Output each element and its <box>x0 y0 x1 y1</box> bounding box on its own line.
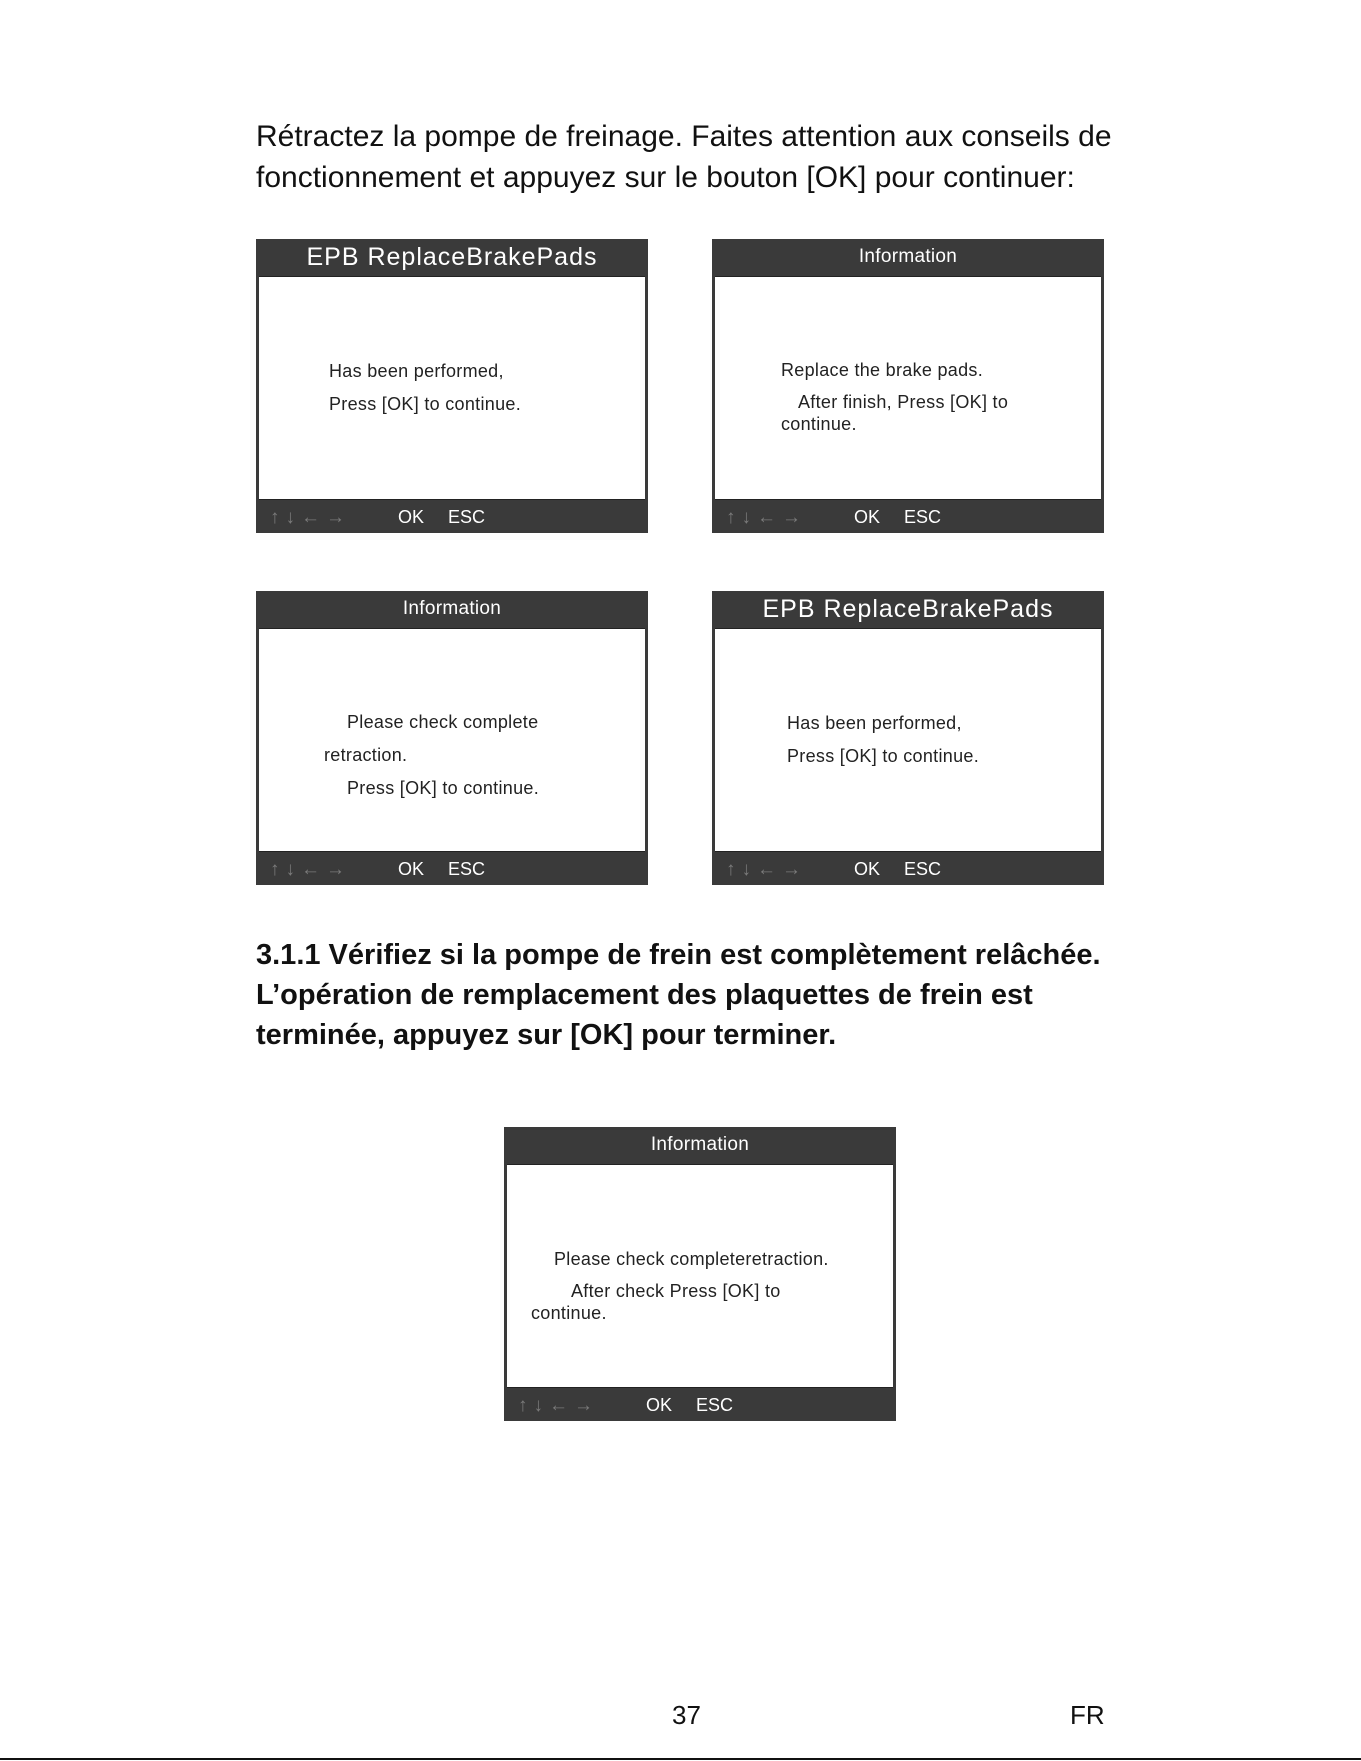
arrow-down-icon[interactable]: ↓ <box>741 506 751 528</box>
arrow-right-icon[interactable]: → <box>782 858 801 880</box>
screen-title: Information <box>402 598 502 619</box>
arrow-down-icon[interactable]: ↓ <box>285 506 295 528</box>
arrow-up-icon[interactable]: ↑ <box>726 858 736 880</box>
nav-arrows <box>270 508 374 527</box>
screen-footer <box>712 853 1104 885</box>
screen-epb-performed-2 <box>712 591 1104 885</box>
arrow-right-icon[interactable]: → <box>574 1394 593 1416</box>
ok-button[interactable]: OK <box>854 506 881 527</box>
arrow-right-icon[interactable]: → <box>782 506 801 528</box>
nav-arrows <box>726 860 830 879</box>
screen-footer <box>504 1389 896 1421</box>
arrow-left-icon[interactable]: ← <box>549 1394 568 1416</box>
ok-button[interactable]: OK <box>646 1394 673 1415</box>
esc-button[interactable]: ESC <box>904 506 942 527</box>
arrow-up-icon[interactable]: ↑ <box>726 506 736 528</box>
language-code: FR <box>1070 1700 1105 1730</box>
section-heading: 3.1.1 Vérifiez si la pompe de frein est complètement relâchée. L’opération de remplacement des plaquettes de frein est terminée, appuyez sur [OK] pour terminer. <box>256 939 1101 1051</box>
esc-button[interactable]: ESC <box>696 1394 734 1415</box>
ok-button[interactable]: OK <box>398 506 425 527</box>
arrow-up-icon[interactable]: ↑ <box>270 858 280 880</box>
ok-button[interactable]: OK <box>854 858 881 879</box>
esc-button[interactable]: ESC <box>904 858 942 879</box>
screen-line: continue. <box>781 414 857 434</box>
screen-line: Replace the brake pads. <box>781 360 984 380</box>
page-number: 37 <box>672 1700 701 1730</box>
arrow-down-icon[interactable]: ↓ <box>533 1394 543 1416</box>
arrow-right-icon[interactable]: → <box>326 506 345 528</box>
nav-arrows <box>726 508 830 527</box>
screen-line: After check Press [OK] to <box>571 1281 781 1301</box>
screen-footer <box>712 501 1104 533</box>
arrow-up-icon[interactable]: ↑ <box>518 1394 528 1416</box>
screen-line: Press [OK] to continue. <box>347 778 539 798</box>
screen-line: retraction. <box>324 745 408 765</box>
screen-footer <box>256 853 648 885</box>
arrow-left-icon[interactable]: ← <box>757 506 776 528</box>
screen-information-check-retraction <box>256 591 648 885</box>
screen-title: EPB ReplaceBrakePads <box>762 595 1054 623</box>
arrow-left-icon[interactable]: ← <box>301 858 320 880</box>
screen-footer <box>256 501 648 533</box>
arrow-up-icon[interactable]: ↑ <box>270 506 280 528</box>
screen-body <box>507 1164 893 1388</box>
screen-epb-performed-1 <box>256 239 648 533</box>
arrow-right-icon[interactable]: → <box>326 858 345 880</box>
ok-button[interactable]: OK <box>398 858 425 879</box>
screen-line: Please check completeretraction. <box>554 1249 829 1269</box>
screen-line: Please check complete <box>347 712 539 732</box>
arrow-down-icon[interactable]: ↓ <box>285 858 295 880</box>
screen-body <box>259 276 645 500</box>
screen-line: Press [OK] to continue. <box>329 394 521 414</box>
esc-button[interactable]: ESC <box>448 506 486 527</box>
intro-paragraph: Rétractez la pompe de freinage. Faites attention aux conseils de fonctionnement et appuyez sur le bouton [OK] pour continuer: <box>256 120 1112 194</box>
screen-line: continue. <box>531 1303 607 1323</box>
screen-information-replace-pads <box>712 239 1104 533</box>
screen-title: EPB ReplaceBrakePads <box>306 243 598 271</box>
screen-line: Has been performed, <box>787 713 962 733</box>
screen-line: Press [OK] to continue. <box>787 746 979 766</box>
arrow-left-icon[interactable]: ← <box>301 506 320 528</box>
nav-arrows <box>270 860 374 879</box>
screen-body <box>715 276 1101 500</box>
arrow-left-icon[interactable]: ← <box>757 858 776 880</box>
screen-line: After finish, Press [OK] to <box>798 392 1009 412</box>
screen-line: Has been performed, <box>329 361 504 381</box>
arrow-down-icon[interactable]: ↓ <box>741 858 751 880</box>
screen-information-check-complete <box>504 1127 896 1421</box>
esc-button[interactable]: ESC <box>448 858 486 879</box>
screen-title: Information <box>858 246 958 267</box>
nav-arrows <box>518 1396 622 1415</box>
bottom-rule <box>0 1758 1361 1760</box>
screen-title: Information <box>650 1134 750 1155</box>
screen-body <box>259 628 645 852</box>
screen-body <box>715 628 1101 852</box>
